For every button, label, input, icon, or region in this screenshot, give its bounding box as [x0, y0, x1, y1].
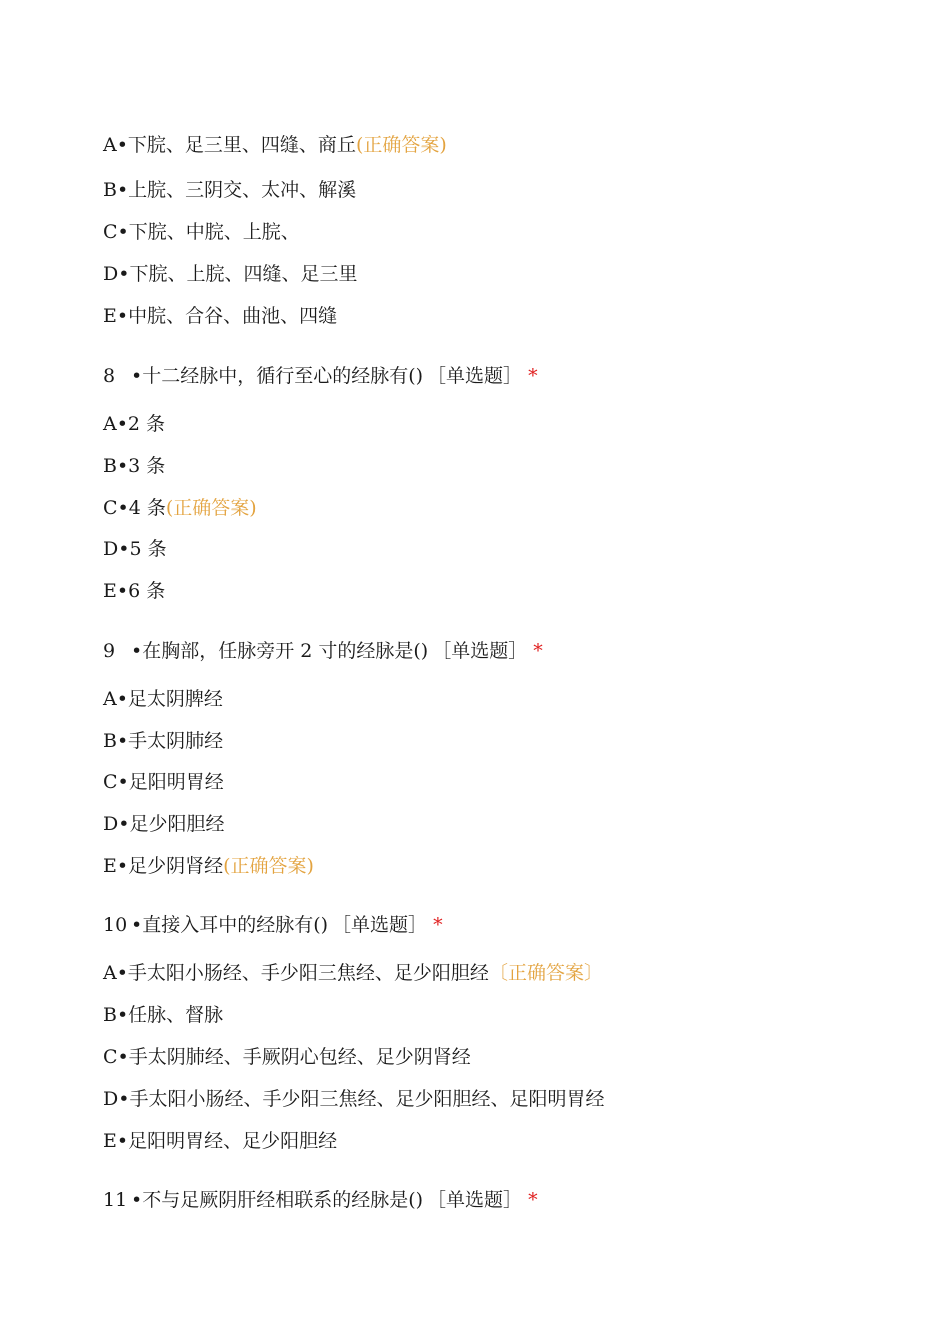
q7-option-d[interactable] — [103, 262, 357, 286]
question-text: •十二经脉中，循行至心的经脉有() — [131, 365, 424, 387]
option-text: D•手太阳小肠经、手少阳三焦经、足少阳胆经、足阳明胃经 — [103, 1088, 605, 1110]
required-asterisk: * — [433, 914, 443, 936]
option-text: E•中脘、合谷、曲池、四缝 — [103, 305, 338, 327]
question-type: ［单选题］ — [432, 640, 528, 662]
q8-option-c[interactable] — [103, 496, 257, 520]
option-text: B•3 条 — [103, 455, 166, 477]
correct-answer-tag: (正确答案) — [165, 497, 257, 519]
option-text: C•下脘、中脘、上脘、 — [103, 221, 300, 243]
question-text: •直接入耳中的经脉有() — [131, 914, 329, 936]
correct-answer-tag: (正确答案) — [355, 134, 447, 156]
q9-option-a[interactable] — [103, 687, 223, 711]
required-asterisk: * — [528, 365, 538, 387]
option-text: E•6 条 — [103, 580, 166, 602]
question-11-heading — [103, 1188, 538, 1212]
question-8-heading — [103, 364, 538, 388]
question-number: 9 — [103, 640, 116, 662]
q8-option-e[interactable] — [103, 579, 165, 603]
q9-option-c[interactable] — [103, 770, 224, 794]
question-type: ［单选题］ — [427, 365, 523, 387]
q9-option-b[interactable] — [103, 729, 223, 753]
option-text: B•手太阴肺经 — [103, 730, 224, 752]
q9-option-d[interactable] — [103, 812, 224, 836]
q10-option-b[interactable] — [103, 1003, 223, 1027]
question-text: •不与足厥阴肝经相联系的经脉是() — [131, 1189, 424, 1211]
q7-option-c[interactable] — [103, 220, 300, 244]
q10-option-a[interactable] — [103, 961, 603, 985]
option-text: E•足少阴肾经 — [103, 855, 224, 877]
option-text: C•手太阴肺经、手厥阴心包经、足少阴肾经 — [103, 1046, 471, 1068]
question-9-heading — [103, 639, 543, 663]
option-text: A•足太阴脾经 — [103, 688, 223, 710]
option-text: C•4 条 — [103, 497, 166, 519]
q8-option-b[interactable] — [103, 454, 165, 478]
q7-option-e[interactable] — [103, 304, 337, 328]
option-text: A•2 条 — [103, 413, 166, 435]
q10-option-d[interactable] — [103, 1087, 604, 1111]
question-type: ［单选题］ — [427, 1189, 523, 1211]
q10-option-e[interactable] — [103, 1129, 337, 1153]
option-text: A•下脘、足三里、四缝、商丘 — [103, 134, 356, 156]
q8-option-d[interactable] — [103, 537, 167, 561]
correct-answer-tag: 〔正确答案〕 — [488, 962, 603, 984]
correct-answer-tag: (正确答案) — [223, 855, 314, 877]
option-text: E•足阳明胃经、足少阳胆经 — [103, 1130, 338, 1152]
question-number: 10 — [103, 914, 128, 936]
option-text: D•5 条 — [103, 538, 167, 560]
option-text: A•手太阳小肠经、手少阳三焦经、足少阳胆经 — [103, 962, 489, 984]
option-text: B•上脘、三阴交、太冲、解溪 — [103, 179, 357, 201]
question-10-heading — [103, 913, 443, 937]
option-text: C•足阳明胃经 — [103, 771, 224, 793]
q8-option-a[interactable] — [103, 412, 165, 436]
option-text: D•足少阳胆经 — [103, 813, 225, 835]
question-text: •在胸部，任脉旁开 2 寸的经脉是() — [131, 640, 429, 662]
q7-option-a[interactable] — [103, 133, 447, 157]
option-text: D•下脘、上脘、四缝、足三里 — [103, 263, 358, 285]
q10-option-c[interactable] — [103, 1045, 471, 1069]
question-number: 11 — [103, 1189, 128, 1211]
required-asterisk: * — [528, 1189, 538, 1211]
q7-option-b[interactable] — [103, 178, 356, 202]
question-type: ［单选题］ — [332, 914, 428, 936]
question-number: 8 — [103, 365, 116, 387]
option-text: B•任脉、督脉 — [103, 1004, 224, 1026]
q9-option-e[interactable] — [103, 854, 314, 878]
required-asterisk: * — [533, 640, 543, 662]
